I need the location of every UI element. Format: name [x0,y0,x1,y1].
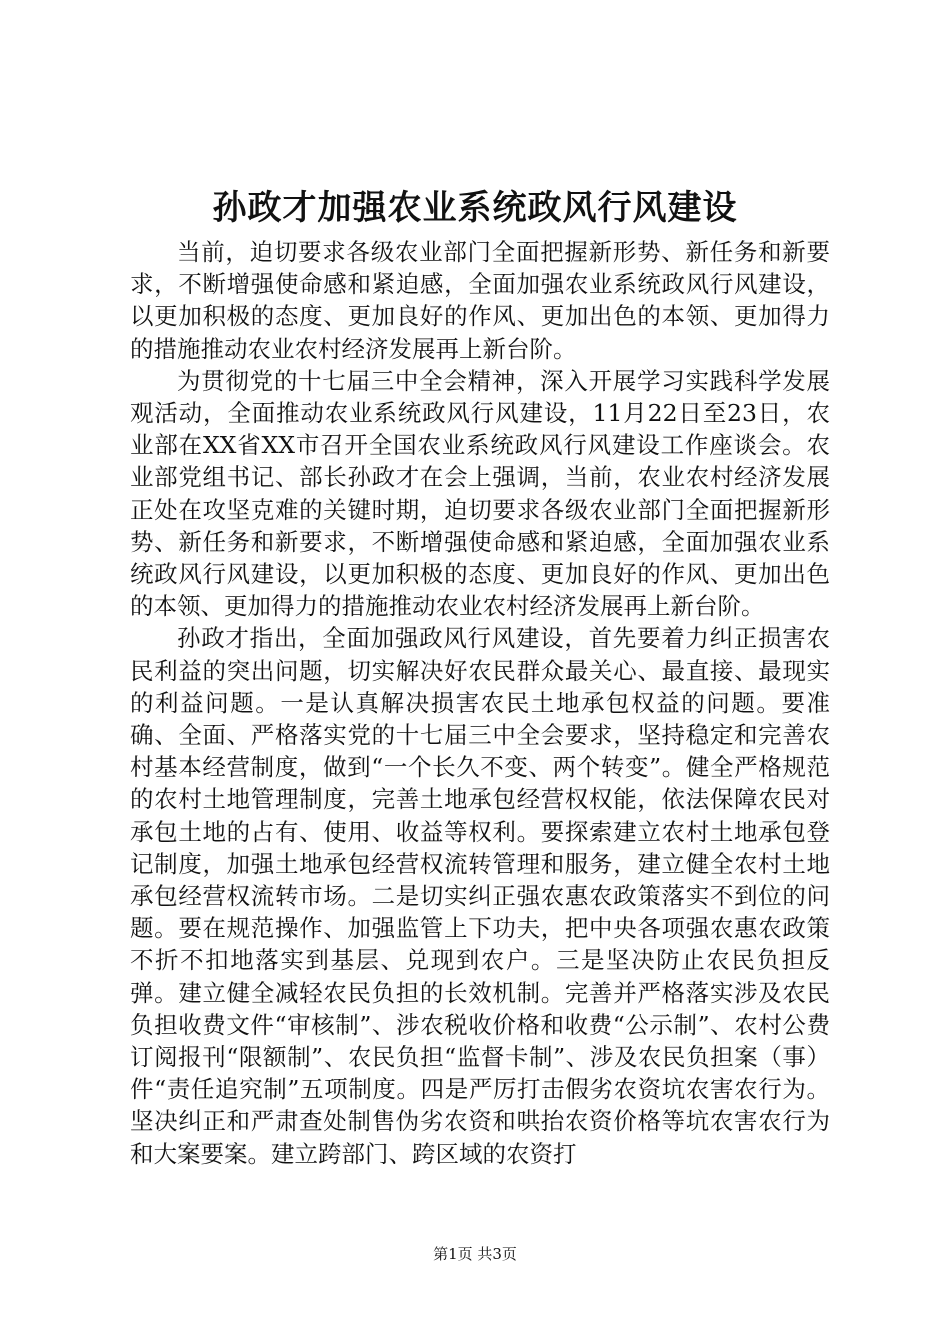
page-number: 第1页 共3页 [433,1245,517,1263]
document-title: 孙政才加强农业系统政风行风建设 [212,188,738,228]
document-body [130,236,830,1170]
paragraph-1: 当前，迫切要求各级农业部门全面把握新形势、新任务和新要求，不断增强使命感和紧迫感，全面加强农业系统政风行风建设，以更加积极的态度、更加良好的作风、更加出色的本领、更加得力的措施推动农业农村经济发展再上新台阶。 [130,238,830,363]
paragraph-3: 孙政才指出，全面加强政风行风建设，首先要着力纠正损害农民利益的突出问题，切实解决好农民群众最关心、最直接、最现实的利益问题。一是认真解决损害农民土地承包权益的问题。要准确、全面、严格落实党的十七届三中全会要求，坚持稳定和完善农村基本经营制度，做到“一个长久不变、两个转变”。健全严格规范的农村土地管理制度，完善土地承包经营权权能，依法保障农民对承包土地的占有、使用、收益等权利。要探索建立农村土地承包登记制度，加强土地承包经营权流转管理和服务，建立健全农村土地承包经营权流转市场。二是切实纠正强农惠农政策落实不到位的问题。要在规范操作、加强监管上下功夫，把中央各项强农惠农政策不折不扣地落实到基层、兑现到农户。三是坚决防止农民负担反弹。建立健全减轻农民负担的长效机制。完善并严格落实涉及农民负担收费文件“审核制”、涉农税收价格和收费“公示制”、农村公费订阅报刊“限额制”、农民负担“监督卡制”、涉及农民负担案（事）件“责任追究制”五项制度。四是严厉打击假劣农资坑农害农行为。坚决纠正和严肃查处制售伪劣农资和哄抬农资价格等坑农害农行为和大案要案。建立跨部门、跨区域的农资打 [130,624,830,1168]
page-footer [0,1244,950,1264]
paragraph-2: 为贯彻党的十七届三中全会精神，深入开展学习实践科学发展观活动，全面推动农业系统政风行风建设，11月22日至23日，农业部在XX省XX市召开全国农业系统政风行风建设工作座谈会。农业部党组书记、部长孙政才在会上强调，当前，农业农村经济发展正处在攻坚克难的关键时期，迫切要求各级农业部门全面把握新形势、新任务和新要求，不断增强使命感和紧迫感，全面加强农业系统政风行风建设，以更加积极的态度、更加良好的作风、更加出色的本领、更加得力的措施推动农业农村经济发展再上新台阶。 [130,366,830,621]
